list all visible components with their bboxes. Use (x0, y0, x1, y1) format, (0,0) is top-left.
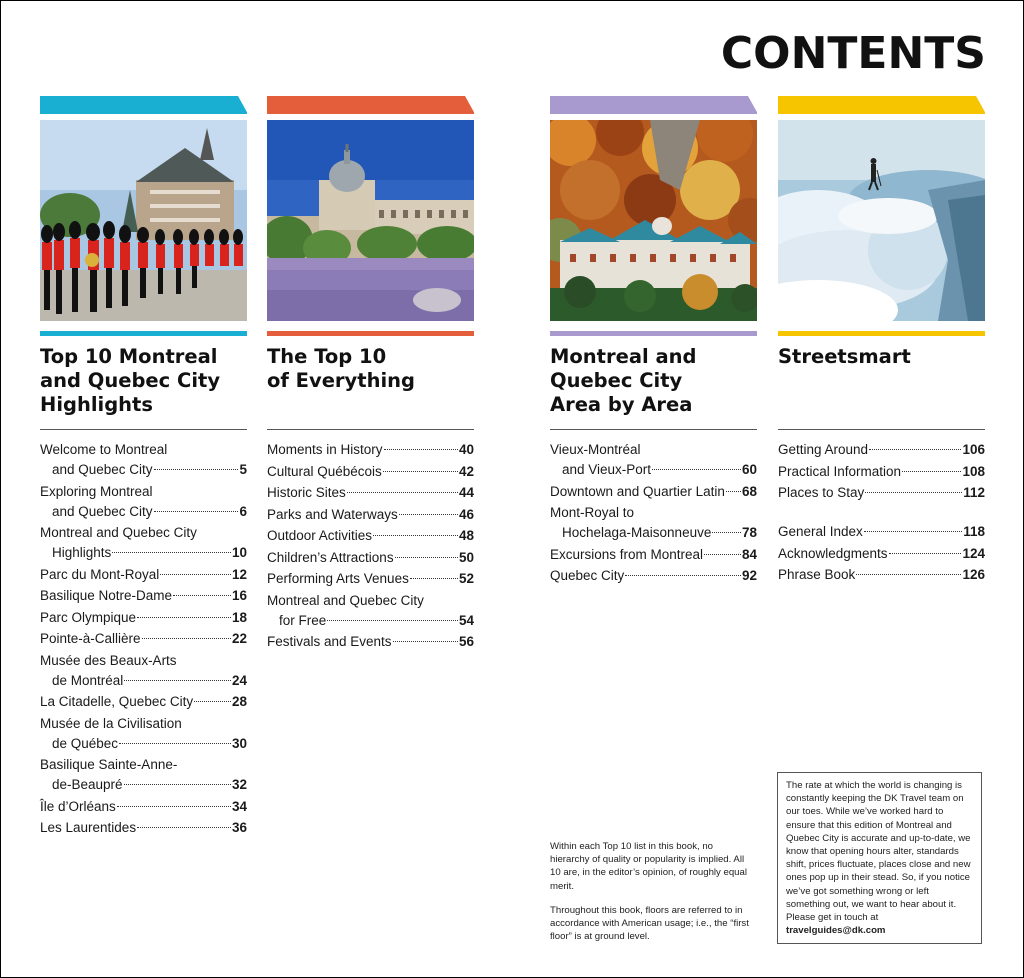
dot-leader (347, 492, 458, 493)
toc-page-number: 12 (231, 566, 247, 582)
toc-entry[interactable] (267, 548, 474, 568)
section-highlights (40, 96, 247, 840)
toc-entry-title: Musée des Beaux-Arts (40, 652, 177, 668)
toc-entry-title: Parc Olympique (40, 609, 137, 625)
toc-page-number: 24 (231, 672, 247, 688)
dot-leader (869, 449, 961, 450)
toc-list (778, 440, 985, 585)
toc-page-number: 78 (741, 525, 757, 540)
dot-leader (384, 449, 458, 450)
note-floors: Throughout this book, floors are referred to in accordance with American usage; i.e., the “first floor” is at ground level. (550, 904, 749, 943)
toc-page-number: 54 (458, 612, 474, 628)
toc-entry-title: and Vieux-Port (562, 462, 652, 477)
dot-leader (393, 641, 458, 642)
toc-entry[interactable] (550, 503, 757, 543)
dot-leader (117, 806, 231, 807)
toc-entry[interactable] (778, 565, 985, 585)
dot-leader (112, 552, 231, 553)
toc-page-number: 10 (231, 545, 247, 560)
toc-list (267, 440, 474, 652)
toc-entry-title: Montreal and Quebec City (267, 592, 424, 608)
contact-email-link[interactable]: travelguides@dk.com (786, 925, 886, 937)
toc-entry-title: Vieux-Montréal (550, 442, 641, 457)
dot-leader (142, 638, 231, 639)
toc-entry[interactable] (550, 440, 757, 480)
toc-entry-title: Phrase Book (778, 567, 856, 582)
dot-leader (124, 784, 231, 785)
dot-leader (137, 827, 231, 828)
dot-leader (194, 701, 231, 702)
toc-entry[interactable] (267, 526, 474, 546)
toc-entry-title: Festivals and Events (267, 634, 392, 649)
dot-leader (154, 511, 239, 512)
photo-bonsecours-market-lavender (267, 120, 474, 321)
toc-entry-title: Practical Information (778, 463, 902, 479)
toc-page-number: 48 (458, 528, 474, 543)
toc-entry-title: and Quebec City (52, 462, 153, 477)
dot-leader (726, 491, 741, 492)
toc-entry[interactable] (40, 797, 247, 817)
toc-entry-title: de-Beaupré (52, 777, 123, 792)
toc-entry[interactable] (778, 483, 985, 503)
toc-entry-title: Hochelaga-Maisonneuve (562, 525, 712, 540)
toc-entry-title: Highlights (52, 545, 112, 560)
toc-entry-title: Basilique Sainte-Anne- (40, 757, 178, 772)
toc-entry[interactable] (40, 629, 247, 649)
toc-page-number: 108 (962, 463, 985, 479)
toc-entry-title: Getting Around (778, 442, 869, 457)
dot-leader (160, 574, 231, 575)
toc-entry[interactable] (778, 440, 985, 460)
toc-entry-title: Parks and Waterways (267, 506, 398, 522)
toc-entry-title: Downtown and Quartier Latin (550, 483, 725, 499)
dot-leader (124, 680, 231, 681)
toc-page-number: 112 (963, 485, 985, 500)
dot-leader (410, 578, 458, 579)
toc-entry[interactable] (40, 608, 247, 628)
toc-entry-title: Exploring Montreal (40, 483, 153, 499)
toc-entry-title: Parc du Mont-Royal (40, 566, 160, 582)
toc-entry-title: Quebec City (550, 568, 625, 583)
toc-page-number: 36 (231, 820, 247, 835)
toc-entry-title: Montreal and Quebec City (40, 525, 197, 540)
toc-entry-title: Historic Sites (267, 485, 346, 500)
dot-leader (383, 471, 458, 472)
toc-entry-title: La Citadelle, Quebec City (40, 694, 194, 709)
toc-page-number: 46 (458, 506, 474, 522)
toc-entry[interactable] (267, 483, 474, 503)
dot-leader (399, 514, 458, 515)
section-divider (40, 429, 247, 430)
toc-entry-title: Île d’Orléans (40, 798, 116, 814)
toc-entry[interactable] (40, 523, 247, 563)
toc-entry-title: Moments in History (267, 442, 383, 457)
toc-entry-title: Musée de la Civilisation (40, 715, 182, 731)
photo-snow-hiker (778, 120, 985, 321)
photo-chateau-frontenac-guards (40, 120, 247, 321)
toc-page-number: 42 (458, 463, 474, 479)
toc-entry-title: Children’s Attractions (267, 549, 394, 565)
section-divider (267, 429, 474, 430)
editorial-notes (550, 840, 755, 954)
section-divider (778, 429, 985, 430)
section-divider (550, 429, 757, 430)
toc-page-number: 84 (741, 546, 757, 562)
toc-entry[interactable] (40, 714, 247, 754)
toc-entry[interactable] (40, 692, 247, 712)
section-title: Top 10 Montreal and Quebec City Highlights (40, 345, 221, 416)
toc-page-number: 106 (962, 442, 985, 457)
toc-page-number: 18 (231, 609, 247, 625)
toc-page-number: 92 (741, 568, 757, 583)
toc-entry[interactable] (550, 566, 757, 586)
toc-entry[interactable] (40, 440, 247, 480)
photo-mont-tremblant-autumn (550, 120, 757, 321)
note-hierarchy: Within each Top 10 list in this book, no hierarchy of quality or popularity is implied. All 10 are, in the editor’s opinion, of roughly equal merit. (550, 841, 747, 892)
toc-entry[interactable] (550, 545, 757, 565)
section-tab (550, 96, 757, 116)
toc-entry-title: Cultural Québécois (267, 463, 382, 479)
toc-page-number: 40 (458, 442, 474, 457)
toc-page-number: 28 (231, 694, 247, 709)
section-rule (778, 331, 985, 336)
toc-page-number: 60 (741, 462, 757, 477)
dot-leader (889, 553, 962, 554)
toc-entry-title: for Free (279, 612, 327, 628)
toc-entry-title: Mont-Royal to (550, 505, 635, 520)
toc-page-number: 6 (239, 503, 247, 519)
section-rule (40, 331, 247, 336)
toc-entry-title: Pointe-à-Callière (40, 631, 141, 646)
toc-page-number: 56 (458, 634, 474, 649)
section-area-by-area (550, 96, 757, 588)
dot-leader (373, 535, 458, 536)
toc-entry-title: Excursions from Montreal (550, 546, 704, 562)
dot-leader (119, 743, 231, 744)
section-streetsmart (778, 96, 985, 587)
toc-entry-title: Outdoor Activities (267, 528, 373, 543)
toc-page-number: 32 (231, 777, 247, 792)
page-title: CONTENTS (720, 28, 986, 79)
toc-entry-title: General Index (778, 524, 863, 539)
toc-page-number: 44 (458, 485, 474, 500)
toc-list (40, 440, 247, 838)
toc-page-number: 50 (458, 549, 474, 565)
toc-page-number: 52 (458, 571, 474, 586)
dot-leader (704, 554, 741, 555)
dot-leader (327, 620, 458, 621)
toc-page-number: 16 (231, 588, 247, 603)
toc-entry[interactable] (778, 544, 985, 564)
toc-page-number: 5 (239, 462, 247, 477)
toc-entry[interactable] (40, 586, 247, 606)
toc-entry-title: Les Laurentides (40, 820, 137, 835)
toc-page-number: 68 (741, 483, 757, 499)
section-rule (267, 331, 474, 336)
toc-entry-title: Places to Stay (778, 485, 865, 500)
dot-leader (625, 575, 741, 576)
update-notice-box (777, 772, 982, 944)
toc-list (550, 440, 757, 586)
toc-entry[interactable] (267, 440, 474, 460)
section-tab (778, 96, 985, 116)
dot-leader (856, 574, 961, 575)
dot-leader (395, 557, 458, 558)
dot-leader (137, 617, 231, 618)
toc-entry[interactable] (40, 482, 247, 522)
note-update: The rate at which the world is changing is constantly keeping the DK Travel team on our toes. While we’ve worked hard to ensure that this edition of Montreal and Quebec City is accurate and up-to-date, we know that opening hours alter, standards shift, prices fluctuate, places close and new ones pop up in their stead. So, if you notice we’ve got something wrong or left something out, we want to hear about it. Please get in touch at (786, 780, 971, 924)
dot-leader (652, 469, 741, 470)
toc-page-number: 118 (963, 524, 985, 539)
section-title: The Top 10 of Everything (267, 345, 415, 392)
dot-leader (902, 471, 961, 472)
dot-leader (864, 531, 962, 532)
toc-entry[interactable] (267, 591, 474, 631)
toc-page-number: 34 (231, 798, 247, 814)
toc-entry[interactable] (267, 505, 474, 525)
toc-entry[interactable] (778, 462, 985, 482)
toc-entry[interactable] (550, 482, 757, 502)
section-title: Streetsmart (778, 345, 911, 368)
toc-entry[interactable] (40, 651, 247, 691)
toc-entry[interactable] (267, 569, 474, 589)
toc-entry-title: de Québec (52, 735, 119, 751)
toc-entry-title: and Quebec City (52, 503, 153, 519)
toc-page-number: 124 (962, 545, 985, 561)
dot-leader (154, 469, 239, 470)
toc-entry[interactable] (778, 522, 985, 542)
toc-entry[interactable] (40, 565, 247, 585)
toc-entry-title: Welcome to Montreal (40, 442, 168, 457)
toc-page-number: 126 (962, 567, 985, 582)
toc-entry[interactable] (267, 462, 474, 482)
section-title: Montreal and Quebec City Area by Area (550, 345, 697, 416)
toc-entry-title: Basilique Notre-Dame (40, 588, 173, 603)
dot-leader (865, 492, 962, 493)
section-rule (550, 331, 757, 336)
dot-leader (173, 595, 231, 596)
toc-entry-title: Acknowledgments (778, 545, 888, 561)
toc-entry[interactable] (40, 755, 247, 795)
section-top10-everything (267, 96, 474, 654)
toc-page-number: 30 (231, 735, 247, 751)
toc-entry[interactable] (40, 818, 247, 838)
toc-entry-title: Performing Arts Venues (267, 571, 409, 586)
section-tab (267, 96, 474, 116)
section-tab (40, 96, 247, 116)
toc-entry[interactable] (267, 632, 474, 652)
toc-entry-title: de Montréal (52, 672, 124, 688)
dot-leader (712, 532, 741, 533)
toc-page-number: 22 (231, 631, 247, 646)
